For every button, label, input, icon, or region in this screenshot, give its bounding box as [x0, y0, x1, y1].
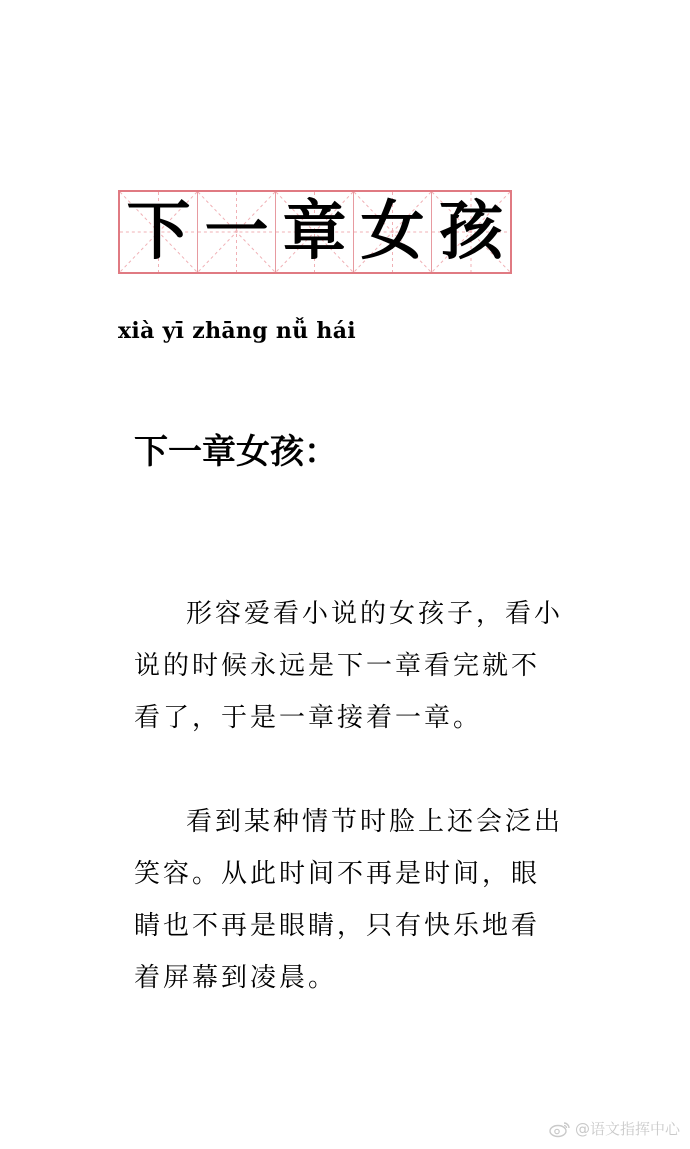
title-char: 下	[126, 194, 191, 269]
paragraph-1: 形容爱看小说的女孩子，看小说的时候永远是下一章看完就不看了，于是一章接着一章。	[134, 599, 564, 733]
title-grid-cell	[354, 192, 432, 272]
watermark	[549, 1118, 680, 1139]
title-char: 章	[282, 194, 347, 269]
title-char: 女	[360, 194, 425, 269]
title-grid-cell	[276, 192, 354, 272]
title-char: 孩	[439, 194, 503, 269]
title-grid-cell	[120, 192, 198, 272]
paragraph-2: 看到某种情节时脸上还会泛出笑容。从此时间不再是时间，眼睛也不再是眼睛，只有快乐地看着屏幕到凌晨。	[134, 807, 564, 993]
title-char: 一	[204, 194, 269, 269]
title-grid-cell	[432, 192, 510, 272]
title-grid-cell	[198, 192, 276, 272]
section-heading: 下一章女孩：	[134, 432, 338, 472]
weibo-icon	[549, 1120, 571, 1138]
title-grid	[118, 190, 512, 274]
pinyin-text: xià yī zhāng nǚ hái	[118, 318, 356, 344]
watermark-text: @语文指挥中心	[574, 1120, 680, 1138]
